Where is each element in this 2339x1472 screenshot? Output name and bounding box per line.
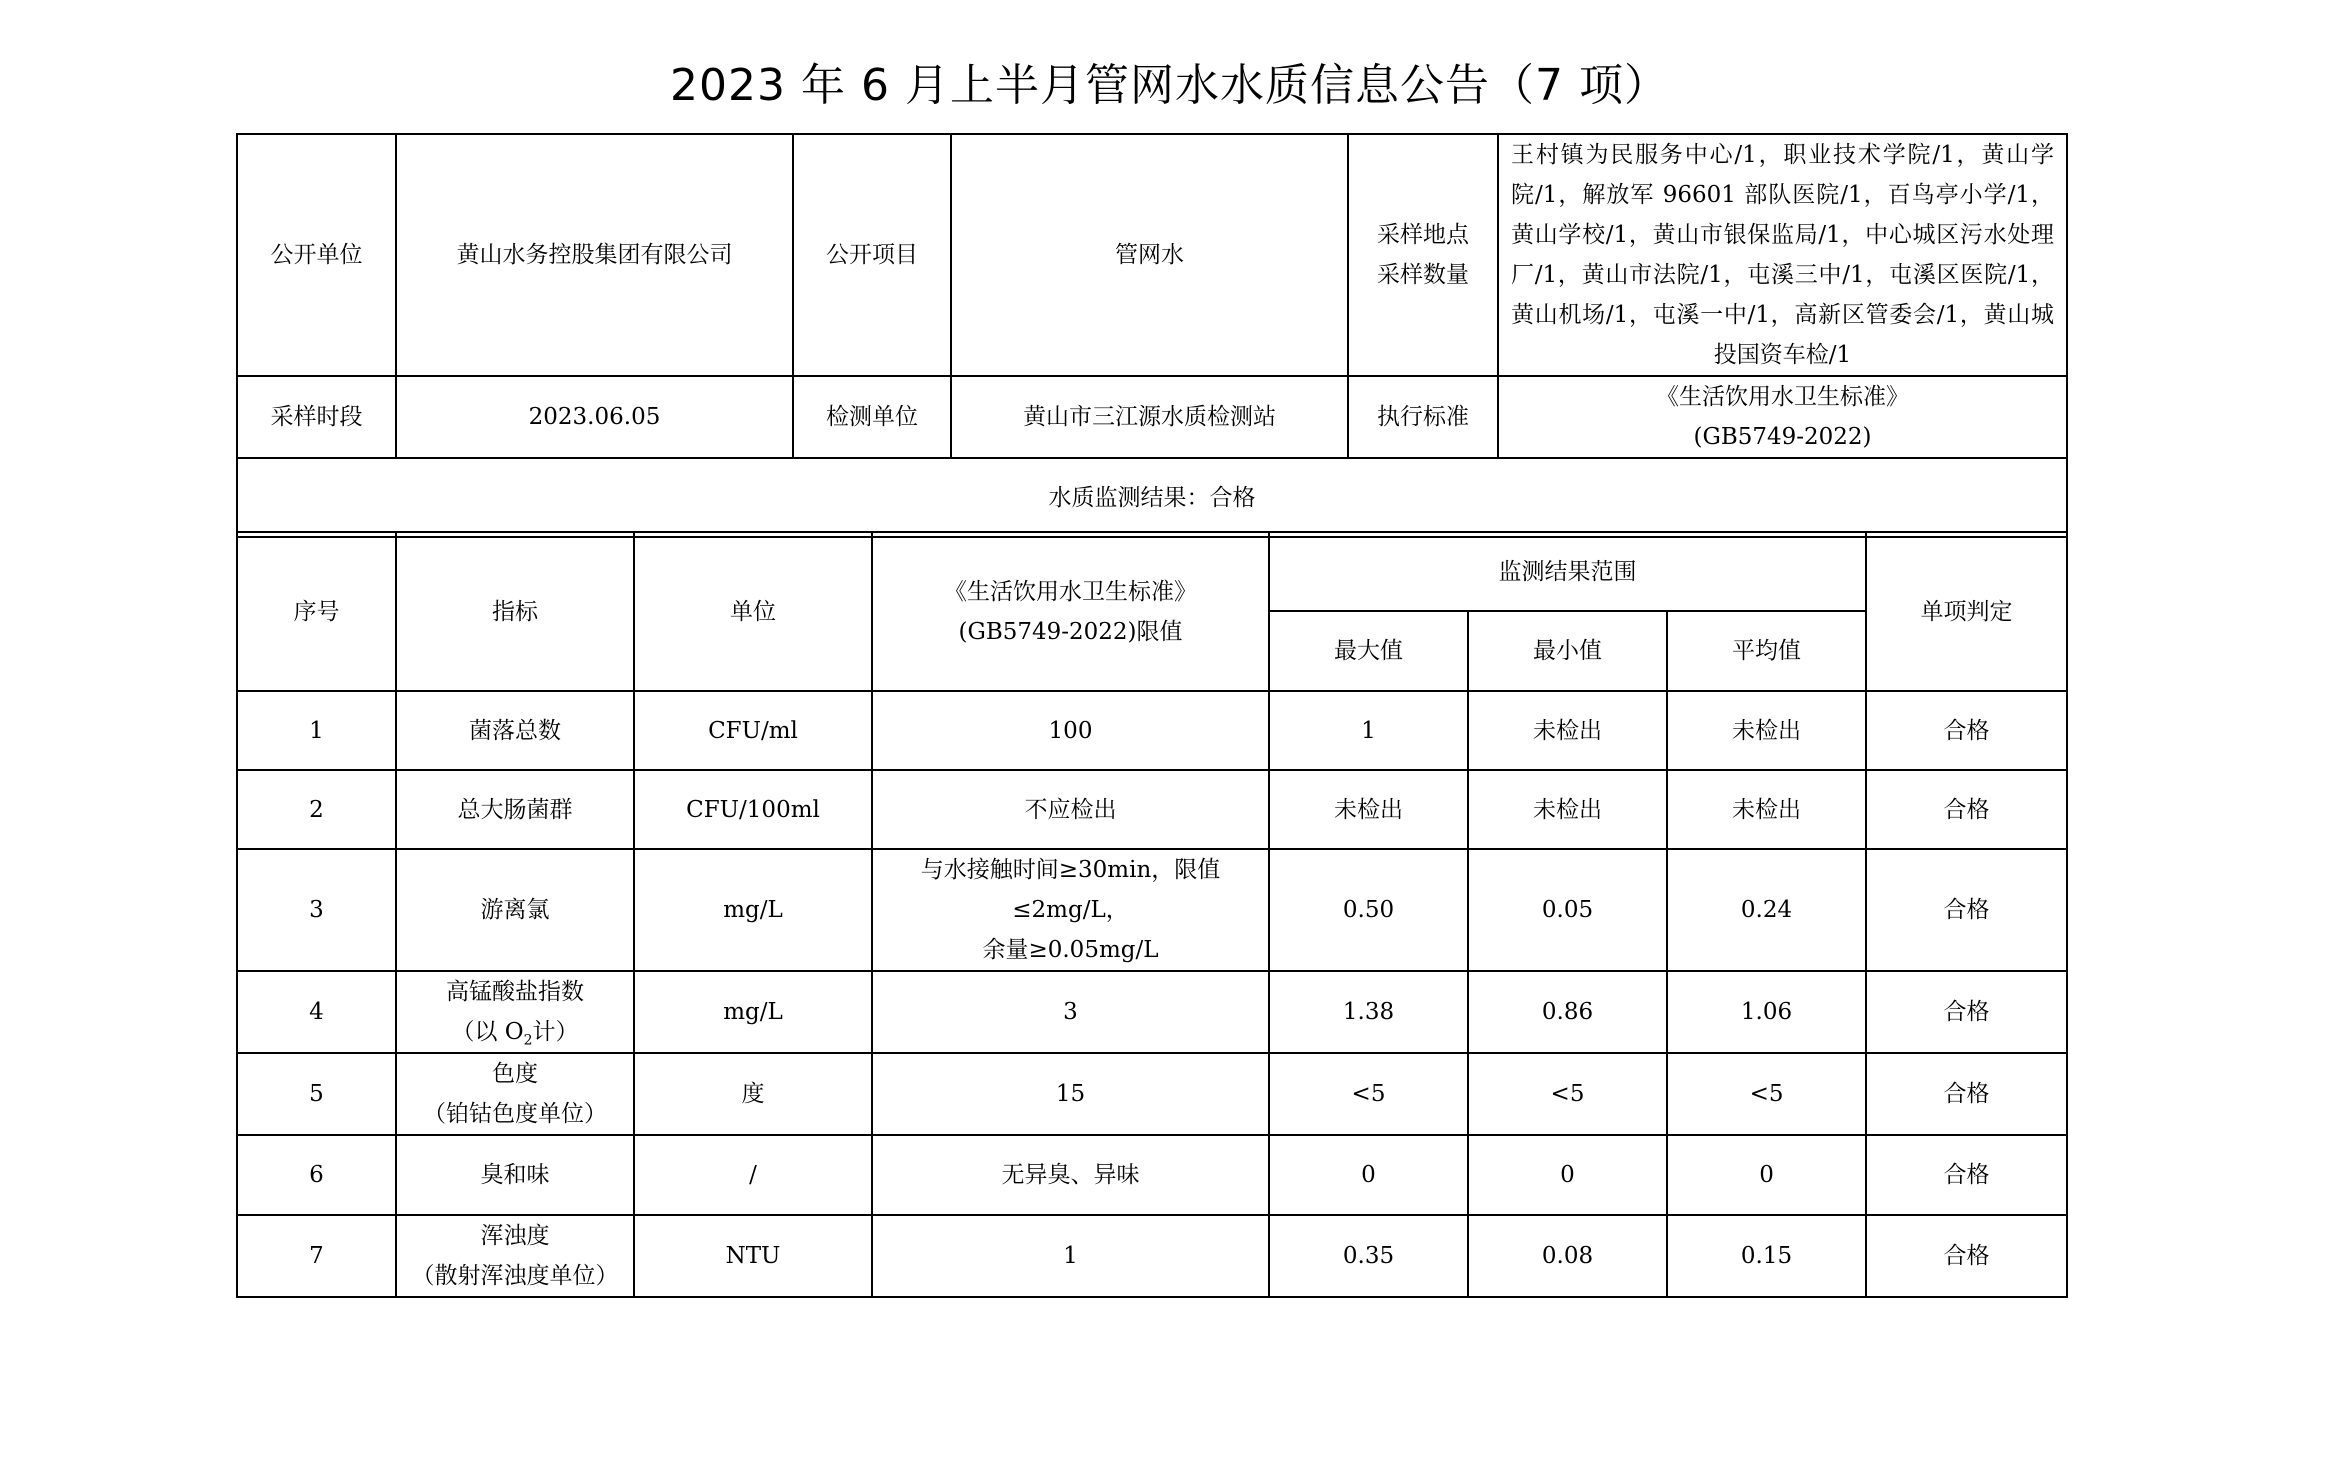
row-limit: 1 — [872, 1215, 1269, 1297]
row-max: 0.35 — [1269, 1215, 1468, 1297]
row-avg: 0.15 — [1667, 1215, 1866, 1297]
period-value: 2023.06.05 — [396, 376, 793, 458]
row-min: 0.86 — [1468, 971, 1667, 1053]
row-limit: 不应检出 — [872, 770, 1269, 849]
row-max: 0.50 — [1269, 849, 1468, 971]
row-min: 未检出 — [1468, 770, 1667, 849]
publisher-value: 黄山水务控股集团有限公司 — [396, 134, 793, 376]
row-avg: 0 — [1667, 1135, 1866, 1215]
row-indicator: 总大肠菌群 — [396, 770, 634, 849]
row-seq: 3 — [237, 849, 396, 971]
row-unit: CFU/100ml — [634, 770, 872, 849]
row-indicator-line-2: （散射浑浊度单位） — [411, 1263, 619, 1289]
header-limit-line-2: (GB5749-2022)限值 — [958, 618, 1183, 645]
standard-label: 执行标准 — [1348, 376, 1498, 458]
row-limit-line-2: 余量≥0.05mg/L — [982, 937, 1159, 963]
table-row — [237, 1053, 2067, 1135]
row-indicator — [396, 1053, 634, 1135]
result-summary: 水质监测结果：合格 — [237, 458, 2067, 537]
row-verdict: 合格 — [1866, 691, 2067, 770]
info-row-period — [237, 376, 2067, 458]
sites-value: 王村镇为民服务中心/1，职业技术学院/1，黄山学院/1，解放军 96601 部队医院/1，百鸟亭小学/1，黄山学校/1，黄山市银保监局/1，中心城区污水处理厂/1，黄山市法院/1，屯溪三中/1，屯溪区医院/1，黄山机场/1，屯溪一中/1，高新区管委会/1，黄山城投国资车检/1 — [1498, 134, 2067, 376]
row-min: 0 — [1468, 1135, 1667, 1215]
info-table — [236, 133, 2068, 538]
row-max: <5 — [1269, 1053, 1468, 1135]
header-unit: 单位 — [634, 532, 872, 691]
row-indicator-line-1: 色度 — [492, 1061, 538, 1087]
row-verdict: 合格 — [1866, 971, 2067, 1053]
results-table — [236, 531, 2068, 1298]
row-avg: 未检出 — [1667, 770, 1866, 849]
standard-value — [1498, 376, 2067, 458]
row-verdict: 合格 — [1866, 849, 2067, 971]
row-min: 0.05 — [1468, 849, 1667, 971]
row-seq: 6 — [237, 1135, 396, 1215]
sites-label-line-2: 采样数量 — [1377, 262, 1469, 288]
row-avg: 未检出 — [1667, 691, 1866, 770]
row-indicator-line-2a: （以 O — [451, 1019, 524, 1045]
row-verdict: 合格 — [1866, 1135, 2067, 1215]
table-row — [237, 971, 2067, 1053]
row-max: 1 — [1269, 691, 1468, 770]
row-max: 未检出 — [1269, 770, 1468, 849]
row-indicator — [396, 971, 634, 1053]
row-indicator-line-2: （铂钴色度单位） — [423, 1101, 607, 1127]
header-seq: 序号 — [237, 532, 396, 691]
row-limit: 无异臭、异味 — [872, 1135, 1269, 1215]
row-verdict: 合格 — [1866, 1053, 2067, 1135]
row-seq: 4 — [237, 971, 396, 1053]
lab-label: 检测单位 — [793, 376, 951, 458]
table-row — [237, 691, 2067, 770]
item-value: 管网水 — [951, 134, 1348, 376]
row-indicator-line-2b: 计） — [532, 1019, 579, 1045]
row-limit — [872, 849, 1269, 971]
row-seq: 2 — [237, 770, 396, 849]
row-max: 0 — [1269, 1135, 1468, 1215]
row-seq: 5 — [237, 1053, 396, 1135]
sites-label — [1348, 134, 1498, 376]
row-avg: <5 — [1667, 1053, 1866, 1135]
header-avg: 平均值 — [1667, 611, 1866, 691]
header-max: 最大值 — [1269, 611, 1468, 691]
row-min: 未检出 — [1468, 691, 1667, 770]
lab-value: 黄山市三江源水质检测站 — [951, 376, 1348, 458]
header-verdict: 单项判定 — [1866, 532, 2067, 691]
header-limit-line-1: 《生活饮用水卫生标准》 — [944, 578, 1197, 605]
table-row — [237, 770, 2067, 849]
table-row — [237, 1135, 2067, 1215]
row-unit: 度 — [634, 1053, 872, 1135]
row-indicator-line-1: 高锰酸盐指数 — [446, 979, 584, 1005]
header-range: 监测结果范围 — [1269, 532, 1866, 611]
period-label: 采样时段 — [237, 376, 396, 458]
row-limit-line-1: 与水接触时间≥30min，限值≤2mg/L， — [920, 857, 1221, 923]
row-max: 1.38 — [1269, 971, 1468, 1053]
standard-line-2: (GB5749-2022) — [1693, 424, 1872, 450]
row-min: 0.08 — [1468, 1215, 1667, 1297]
row-avg: 0.24 — [1667, 849, 1866, 971]
header-indicator: 指标 — [396, 532, 634, 691]
row-unit: CFU/ml — [634, 691, 872, 770]
row-indicator-line-2 — [403, 1012, 627, 1052]
row-verdict: 合格 — [1866, 770, 2067, 849]
publisher-label: 公开单位 — [237, 134, 396, 376]
row-limit: 100 — [872, 691, 1269, 770]
row-indicator: 游离氯 — [396, 849, 634, 971]
info-row-summary — [237, 458, 2067, 537]
row-unit: mg/L — [634, 849, 872, 971]
table-row — [237, 1215, 2067, 1297]
row-min: <5 — [1468, 1053, 1667, 1135]
row-verdict: 合格 — [1866, 1215, 2067, 1297]
row-seq: 7 — [237, 1215, 396, 1297]
row-indicator-line-1: 浑浊度 — [480, 1223, 550, 1249]
row-indicator: 臭和味 — [396, 1135, 634, 1215]
row-unit: NTU — [634, 1215, 872, 1297]
table-row — [237, 849, 2067, 971]
info-row-publisher — [237, 134, 2067, 376]
row-limit: 15 — [872, 1053, 1269, 1135]
page-title: 2023 年 6 月上半月管网水水质信息公告（7 项） — [670, 60, 1669, 111]
standard-line-1: 《生活饮用水卫生标准》 — [1656, 384, 1909, 410]
row-limit: 3 — [872, 971, 1269, 1053]
row-seq: 1 — [237, 691, 396, 770]
row-indicator — [396, 1215, 634, 1297]
row-indicator: 菌落总数 — [396, 691, 634, 770]
row-unit: / — [634, 1135, 872, 1215]
header-min: 最小值 — [1468, 611, 1667, 691]
row-unit: mg/L — [634, 971, 872, 1053]
row-avg: 1.06 — [1667, 971, 1866, 1053]
header-limit — [872, 532, 1269, 691]
row-indicator-subscript: 2 — [523, 1032, 533, 1049]
item-label: 公开项目 — [793, 134, 951, 376]
header-row-1 — [237, 532, 2067, 611]
sites-label-line-1: 采样地点 — [1377, 222, 1469, 248]
